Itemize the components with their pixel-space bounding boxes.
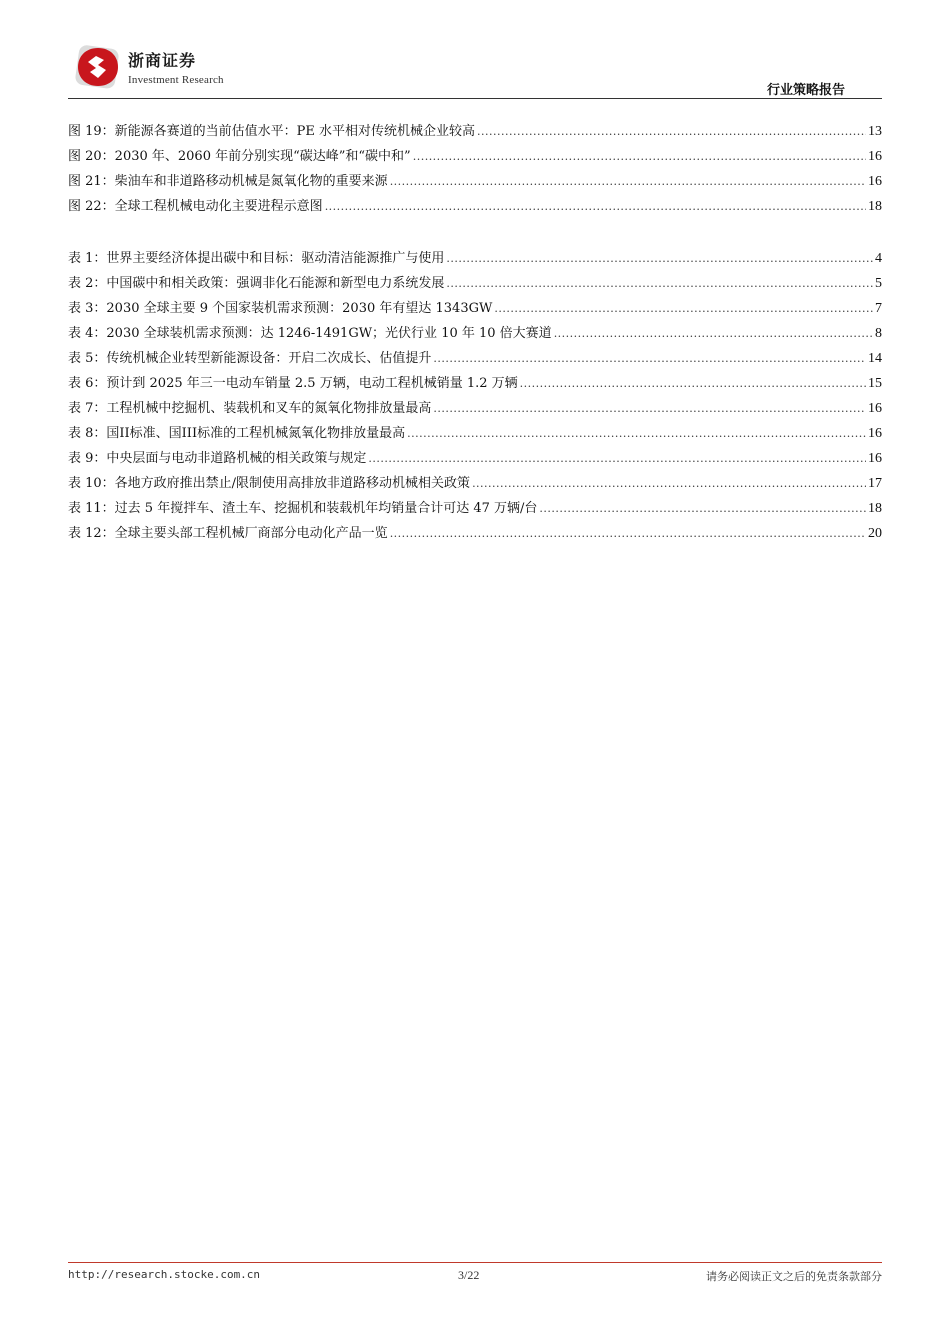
toc-entry-label: 表 9：中央层面与电动非道路机械的相关政策与规定 — [68, 451, 367, 466]
zheshang-logo-icon — [74, 44, 122, 90]
leader-dots — [325, 194, 866, 219]
toc-entry-page: 16 — [868, 174, 882, 189]
toc-entry-table[interactable] — [68, 521, 882, 546]
leader-dots — [472, 471, 866, 496]
toc-entry-page: 16 — [868, 451, 882, 466]
leader-dots — [554, 321, 873, 346]
figure-list — [68, 119, 882, 219]
toc-entry-table[interactable] — [68, 271, 882, 296]
toc-entry-figure[interactable] — [68, 169, 882, 194]
leader-dots — [494, 296, 873, 321]
toc-entry-label: 表 5：传统机械企业转型新能源设备：开启二次成长、估值提升 — [68, 351, 432, 366]
toc-entry-page: 7 — [875, 301, 882, 316]
toc-entry-page: 18 — [868, 199, 882, 214]
toc-entry-page: 8 — [875, 326, 882, 341]
table-list — [68, 246, 882, 546]
toc-entry-figure[interactable] — [68, 119, 882, 144]
toc-entry-label: 表 12：全球主要头部工程机械厂商部分电动化产品一览 — [68, 526, 388, 541]
toc-entry-page: 4 — [875, 251, 882, 266]
toc-entry-label: 表 2：中国碳中和相关政策：强调非化石能源和新型电力系统发展 — [68, 276, 445, 291]
leader-dots — [539, 496, 866, 521]
leader-dots — [477, 119, 866, 144]
leader-dots — [407, 421, 866, 446]
toc-entry-label: 图 21：柴油车和非道路移动机械是氮氧化物的重要来源 — [68, 174, 388, 189]
leader-dots — [446, 271, 873, 296]
toc-entry-page: 16 — [868, 401, 882, 416]
leader-dots — [390, 521, 866, 546]
page-header — [0, 0, 950, 100]
footer-url-link[interactable]: http://research.stocke.com.cn — [68, 1268, 261, 1281]
page-number: 3/22 — [458, 1268, 480, 1282]
toc-entry-page: 16 — [868, 149, 882, 164]
toc-entry-label: 表 6：预计到 2025 年三一电动车销量 2.5 万辆，电动工程机械销量 1.2 万辆 — [68, 376, 518, 391]
toc-entry-label: 表 11：过去 5 年搅拌车、渣土车、挖掘机和装载机年均销量合计可达 47 万辆/台 — [68, 501, 538, 516]
toc-entry-figure[interactable] — [68, 144, 882, 169]
leader-dots — [446, 246, 873, 271]
brand-name-en: Investment Research — [128, 74, 224, 86]
toc-entry-label: 图 22：全球工程机械电动化主要进程示意图 — [68, 199, 323, 214]
toc-entry-page: 13 — [868, 124, 882, 139]
leader-dots — [520, 371, 866, 396]
leader-dots — [433, 396, 866, 421]
toc-entry-page: 17 — [868, 476, 882, 491]
leader-dots — [368, 446, 866, 471]
toc-entry-page: 14 — [868, 351, 882, 366]
toc-entry-page: 18 — [868, 501, 882, 516]
leader-dots — [433, 346, 866, 371]
footer-divider — [68, 1262, 882, 1263]
toc-entry-table[interactable] — [68, 346, 882, 371]
footer-disclaimer: 请务必阅读正文之后的免责条款部分 — [706, 1270, 882, 1283]
leader-dots — [413, 144, 866, 169]
toc-entry-label: 表 4：2030 全球装机需求预测：达 1246-1491GW；光伏行业 10 年 10 倍大赛道 — [68, 326, 552, 341]
report-type-label: 行业策略报告 — [766, 83, 845, 98]
toc-entry-table[interactable] — [68, 246, 882, 271]
toc-entry-page: 16 — [868, 426, 882, 441]
toc-entry-label: 图 20：2030 年、2060 年前分别实现“碳达峰”和“碳中和” — [68, 149, 411, 164]
toc-entry-table[interactable] — [68, 321, 882, 346]
toc-entry-label: 表 10：各地方政府推出禁止/限制使用高排放非道路移动机械相关政策 — [68, 476, 471, 491]
toc-entry-label: 表 8：国II标准、国III标准的工程机械氮氧化物排放量最高 — [68, 426, 406, 441]
toc-entry-page: 15 — [868, 376, 882, 391]
toc-entry-page: 20 — [868, 526, 882, 541]
toc-entry-table[interactable] — [68, 396, 882, 421]
toc-entry-table[interactable] — [68, 446, 882, 471]
toc-entry-label: 图 19：新能源各赛道的当前估值水平：PE 水平相对传统机械企业较高 — [68, 124, 476, 139]
toc-entry-label: 表 1：世界主要经济体提出碳中和目标：驱动清洁能源推广与使用 — [68, 251, 445, 266]
toc-entry-table[interactable] — [68, 421, 882, 446]
header-divider — [68, 98, 882, 99]
toc-entry-figure[interactable] — [68, 194, 882, 219]
leader-dots — [390, 169, 866, 194]
toc-entry-table[interactable] — [68, 471, 882, 496]
toc-entry-table[interactable] — [68, 371, 882, 396]
toc-entry-label: 表 3：2030 全球主要 9 个国家装机需求预测：2030 年有望达 1343GW — [68, 301, 493, 316]
brand-name-cn: 浙商证券 — [128, 51, 197, 70]
toc-entry-page: 5 — [875, 276, 882, 291]
toc-entry-table[interactable] — [68, 496, 882, 521]
toc-entry-table[interactable] — [68, 296, 882, 321]
toc-entry-label: 表 7：工程机械中挖掘机、装载机和叉车的氮氧化物排放量最高 — [68, 401, 432, 416]
